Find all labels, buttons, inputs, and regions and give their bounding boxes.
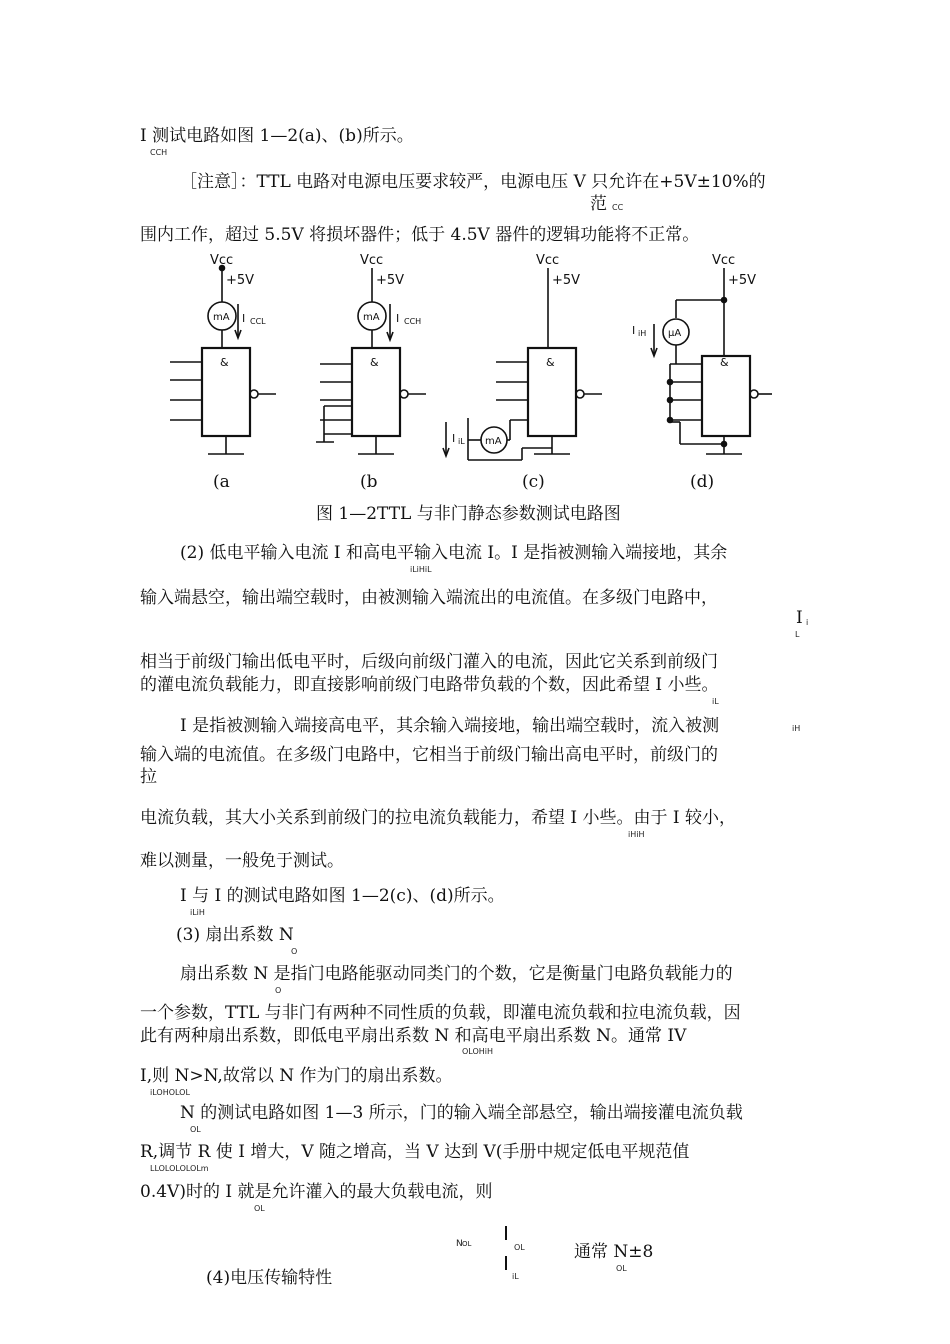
supply-label: +5V [376,273,405,288]
text-line: I 测试电路如图 1—2(a)、(b)所示。 [140,126,414,146]
subscript: O [275,986,282,995]
figure-label-c: (c) [522,472,545,492]
text-line: 一个参数，TTL 与非门有两种不同性质的负载，即灌电流负载和拉电流负载，因 [140,1003,741,1023]
text-line: 的灌电流负载能力，即直接影响前级门电路带负载的个数，因此希望 I 小些。 [140,675,719,695]
text-line: 0.4V)时的 I 就是允许灌入的最大负载电流，则 [140,1182,493,1202]
subscript: LLOLOLOLOLm [150,1164,209,1173]
figure-label-b: (b [360,472,378,492]
current-label: I [452,432,456,445]
subscript: iH [792,724,801,733]
subscript: OL [254,1204,265,1213]
current-subscript: iL [458,437,465,446]
text-line: ［注意］：TTL 电路对电源电压要求较严，电源电压 V 只允许在+5V±10%的 [180,172,766,192]
text-line: I,则 N>N,故常以 N 作为门的扇出系数。 [140,1066,453,1086]
subscript: CC [612,203,624,212]
text-line: 扇出系数 N 是指门电路能驱动同类门的个数，它是衡量门电路负载能力的 [180,964,733,984]
supply-label: +5V [226,273,255,288]
ammeter-label: mA [213,312,230,323]
text-line: 电流负载，其大小关系到前级门的拉电流负载能力，希望 I 小些。由于 I 较小， [140,808,737,828]
subscript: iLOHOLOL [150,1088,190,1097]
current-subscript: CCH [404,317,422,326]
figure-label-a: (a [213,472,230,492]
figure-caption: 图 1—2TTL 与非门静态参数测试电路图 [316,504,621,524]
formula-denominator-bar [505,1256,507,1270]
text-fragment: 范 [590,194,607,214]
formula-lhs: N [456,1239,463,1249]
subscript: OL [190,1125,201,1134]
supply-label: +5V [728,273,757,288]
vcc-label: Vcc [536,253,560,268]
gate-symbol: & [720,356,729,369]
text-line: 相当于前级门输出低电平时，后级向前级门灌入的电流，因此它关系到前级门 [140,652,718,672]
subscript: OLOHiH [462,1047,494,1056]
figure-label-d: (d) [690,472,715,492]
text-line: (2) 低电平输入电流 I 和高电平输入电流 I。I 是指被测输入端接地，其余 [180,543,728,563]
text-line: 拉 [140,767,157,787]
text-line: N 的测试电路如图 1—3 所示，门的输入端全部悬空，输出端接灌电流负载 [180,1103,743,1123]
circuit-c [443,268,602,460]
text-fragment: I [796,608,803,628]
subscript: iLiH [190,908,205,917]
text-line: 输入端的电流值。在多级门电路中，它相当于前级门输出高电平时，前级门的 [140,745,718,765]
text-line: 输入端悬空，输出端空载时，由被测输入端流出的电流值。在多级门电路中， [140,588,718,608]
supply-label: +5V [552,273,581,288]
text-line: 此有两种扇出系数，即低电平扇出系数 N 和高电平扇出系数 N。通常 IV [140,1026,687,1046]
text-line: R,调节 R 使 I 增大，V 随之增高，当 V 达到 V(手册中规定低电平规范值 [140,1142,690,1162]
text-line: I 是指被测输入端接高电平，其余输入端接地，输出端空载时，流入被测 [180,716,720,736]
circuit-figure [150,248,800,498]
section-heading: (3) 扇出系数 N [176,925,294,945]
subscript: i [806,618,809,627]
subscript: OL [616,1264,627,1273]
text-line: I 与 I 的测试电路如图 1—2(c)、(d)所示。 [180,886,505,906]
subscript: L [795,630,800,639]
current-label: I [242,312,246,325]
vcc-label: Vcc [360,253,384,268]
ammeter-label: mA [363,312,380,323]
section-heading: (4)电压传输特性 [206,1268,333,1288]
gate-symbol: & [370,356,379,369]
subscript: iL [712,697,719,706]
text-line: 难以测量，一般免于测试。 [140,851,344,871]
vcc-label: Vcc [210,253,234,268]
vcc-label: Vcc [712,253,736,268]
formula-numerator-bar [505,1226,507,1240]
current-label: I [632,324,636,337]
current-subscript: CCL [250,317,266,326]
formula-lhs-subscript: OL [462,1240,472,1248]
text-line: 围内工作，超过 5.5V 将损坏器件；低于 4.5V 器件的逻辑功能将不正常。 [140,225,700,245]
formula-denominator-subscript: iL [512,1272,519,1281]
subscript: iLiHiL [410,565,432,574]
subscript: iHiH [628,830,645,839]
gate-symbol: & [546,356,555,369]
ammeter-label: mA [485,436,502,447]
current-subscript: iH [638,329,647,338]
current-label: I [396,312,400,325]
subscript: CCH [150,148,168,157]
circuit-d [651,268,772,454]
subscript: O [291,947,298,956]
formula-numerator-subscript: OL [514,1243,525,1252]
formula-note: 通常 N±8 [574,1242,654,1262]
ammeter-label: μA [668,328,682,339]
gate-symbol: & [220,356,229,369]
